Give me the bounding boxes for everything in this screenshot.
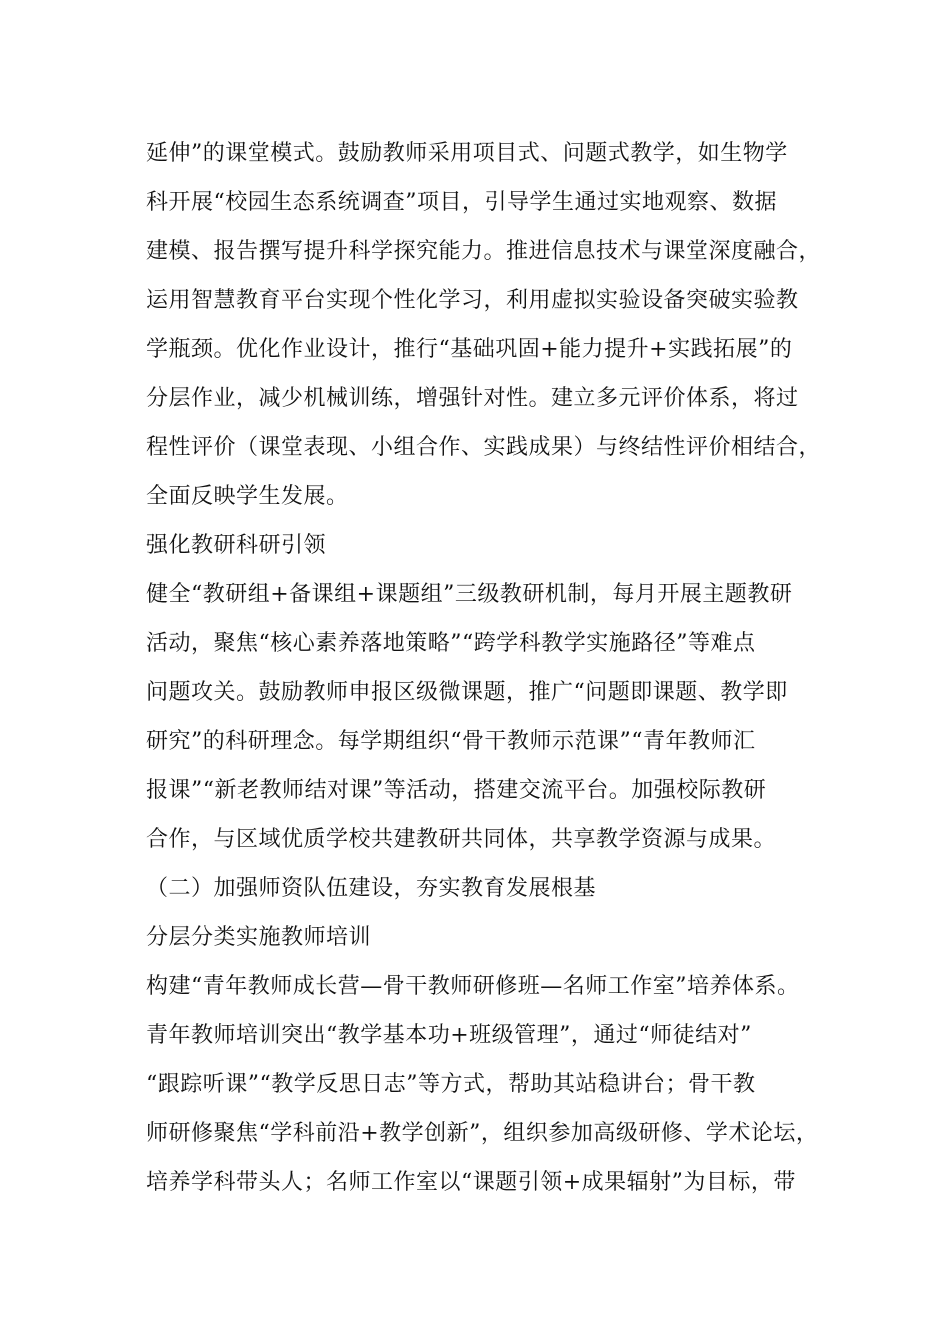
body-text-line: 青年教师培训突出“教学基本功+班级管理”，通过“师徒结对” [146,1023,752,1048]
body-text-line: 健全“教研组+备课组+课题组”三级教研机制，每月开展主题教研 [146,582,793,607]
body-text-line: 研究”的科研理念。每学期组织“骨干教师示范课”“青年教师汇 [146,729,756,754]
body-text-line: 师研修聚焦“学科前沿+教学创新”，组织参加高级研修、学术论坛， [146,1121,819,1146]
body-text-line: “跟踪听课”“教学反思日志”等方式，帮助其站稳讲台；骨干教 [146,1072,756,1097]
body-text-line: 活动，聚焦“核心素养落地策略”“跨学科教学实施路径”等难点 [146,631,756,656]
body-text-line: 建模、报告撰写提升科学探究能力。推进信息技术与课堂深度融合， [146,239,822,264]
body-text-line: 培养学科带头人；名师工作室以“课题引领+成果辐射”为目标，带 [146,1170,796,1195]
body-text-line: 科开展“校园生态系统调查”项目，引导学生通过实地观察、数据 [146,190,777,215]
body-text-line: 报课”“新老教师结对课”等活动，搭建交流平台。加强校际教研 [146,778,767,803]
chapter-heading: （二）加强师资队伍建设，夯实教育发展根基 [146,876,597,901]
body-text-line: 合作，与区域优质学校共建教研共同体，共享教学资源与成果。 [146,827,777,852]
section-heading: 强化教研科研引领 [146,533,327,558]
body-text-line: 运用智慧教育平台实现个性化学习，利用虚拟实验设备突破实验教 [146,288,799,313]
body-text-line: 构建“青年教师成长营—骨干教师研修班—名师工作室”培养体系。 [146,974,800,999]
body-text-line: 程性评价（课堂表现、小组合作、实践成果）与终结性评价相结合， [146,435,822,460]
body-text-line: 分层作业，减少机械训练，增强针对性。建立多元评价体系，将过 [146,386,799,411]
section-heading: 分层分类实施教师培训 [146,925,372,950]
body-text-line: 全面反映学生发展。 [146,484,349,509]
body-text-line: 延伸”的课堂模式。鼓励教师采用项目式、问题式教学，如生物学 [146,141,788,166]
body-text-line: 问题攻关。鼓励教师申报区级微课题，推广“问题即课题、教学即 [146,680,788,705]
body-text-line: 学瓶颈。优化作业设计，推行“基础巩固+能力提升+实践拓展”的 [146,337,793,362]
